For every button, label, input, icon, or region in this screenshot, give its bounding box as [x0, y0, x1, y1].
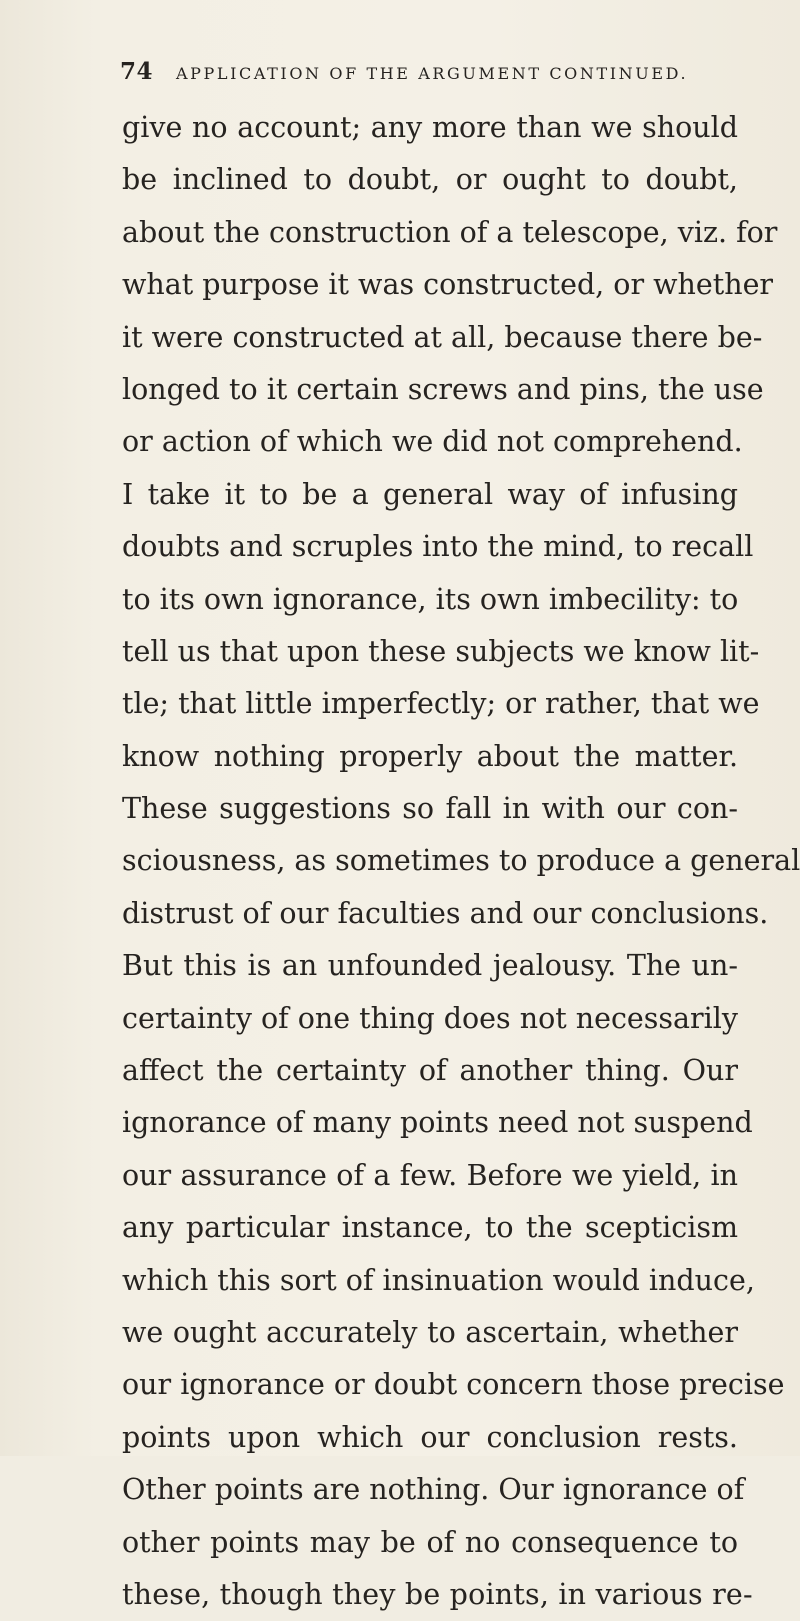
- text-line: other points may be of no consequence to: [122, 1525, 738, 1559]
- text-line: which this sort of insinuation would induce,: [122, 1263, 755, 1297]
- text-line: any particular instance, to the scepticism: [122, 1211, 738, 1245]
- page-number: 74: [120, 58, 154, 85]
- text-line: know nothing properly about the matter.: [122, 739, 738, 773]
- text-line: our ignorance or doubt concern those precise: [122, 1368, 785, 1402]
- text-line: points upon which our conclusion rests.: [122, 1420, 738, 1454]
- text-line: these, though they be points, in various re-: [122, 1577, 753, 1611]
- text-line: doubts and scruples into the mind, to recall: [122, 530, 754, 564]
- text-line: I take it to be a general way of infusing: [122, 477, 738, 511]
- text-line: affect the certainty of another thing. Our: [122, 1054, 738, 1088]
- text-line: it were constructed at all, because there be-: [122, 320, 763, 354]
- text-line: certainty of one thing does not necessarily: [122, 1001, 738, 1035]
- text-line: But this is an unfounded jealousy. The un-: [122, 949, 738, 983]
- text-line: what purpose it was constructed, or whether: [122, 268, 774, 302]
- text-line: give no account; any more than we should: [122, 111, 738, 144]
- text-line: longed to it certain screws and pins, the use: [122, 372, 764, 406]
- text-line: to its own ignorance, its own imbecility: to: [122, 582, 739, 616]
- text-line: be inclined to doubt, or ought to doubt,: [122, 163, 738, 197]
- text-line: sciousness, as sometimes to produce a general: [122, 844, 800, 878]
- text-line: tell us that upon these subjects we know lit-: [122, 634, 760, 668]
- text-line: tle; that little imperfectly; or rather, that we: [122, 687, 760, 721]
- running-head: [120, 58, 720, 88]
- text-line: our assurance of a few. Before we yield, in: [122, 1158, 738, 1192]
- text-line: about the construction of a telescope, viz. for: [122, 215, 778, 249]
- text-line: or action of which we did not comprehend.: [122, 425, 743, 459]
- text-line: Other points are nothing. Our ignorance of: [122, 1473, 745, 1507]
- text-line: we ought accurately to ascertain, whether: [122, 1315, 738, 1349]
- running-title: APPLICATION OF THE ARGUMENT CONTINUED.: [176, 64, 689, 83]
- text-line: These suggestions so fall in with our con-: [122, 792, 738, 826]
- body-text: [122, 102, 800, 1621]
- text-line: distrust of our faculties and our conclusions.: [122, 896, 769, 930]
- text-line: ignorance of many points need not suspend: [122, 1106, 753, 1140]
